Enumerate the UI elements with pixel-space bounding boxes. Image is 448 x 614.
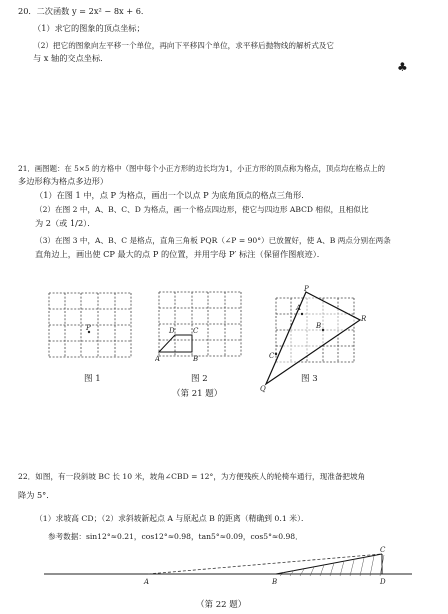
quad-abcd [159,335,192,352]
fig2-caption: 图 2 [191,374,208,384]
label-c: C [193,327,199,335]
label-b3: B [316,322,322,330]
label-a22: A [144,578,150,586]
q22-ref: 参考数据：sin12°≈0.21，cos12°≈0.98，tan5°≈0.09，cos5°≈0.98． [48,532,303,541]
label-r: R [361,315,367,323]
q21-part3a: （3）在图 3 中，A、B、C 是格点，直角三角板 PQR（∠P = 90°）已放置好，使 A、B 两点分别在两条 [35,236,391,245]
label-q: Q [260,385,266,393]
old-slope-bc [276,554,382,574]
q22-caption: （第 22 题） [196,600,247,610]
q21-part3b: 直角边上，画出使 CP 最大的点 P 的位置，并用字母 P′ 标注（保留作图痕迹）． [35,249,325,259]
q22-stem-a: 22．如图，有一段斜坡 BC 长 10 米，坡角∠CBD = 12°，为方便残疾人的轮椅车通行，现准备把坡角 [18,472,366,481]
point-a [301,313,303,315]
label-b22: B [272,578,278,586]
q21-part2a: （2）在图 2 中，A、B、C、D 为格点，画一个格点四边形，使它与四边形 ABCD 相似，且相似比 [35,205,369,214]
q21-stem-a: 21．画图题：在 5×5 的方格中（图中每个小正方形的边长均为1，小正方形的顶点称为格点，顶点均在格点上的 [18,164,385,173]
label-c3: C [269,352,275,360]
scribble-mark: ♣ [397,60,408,74]
label-a: A [155,355,161,363]
figure-2 [155,290,245,364]
q21-group-caption: （第 21 题） [172,389,223,399]
figure-1 [48,292,132,358]
label-d22: D [380,578,386,586]
point-c [275,353,277,355]
q22-figure [40,546,420,594]
q20-stem: 20．二次函数 y = 2x² − 8x + 6． [18,6,150,16]
point-b [322,329,324,331]
slope-hatching [280,555,384,576]
label-p: P [86,324,91,332]
q20-part2a: （2）把它的图象向左平移一个单位，再向下平移四个单位，求平移后抛物线的解析式及它 [33,41,334,50]
q21-part2b: 为 2（或 1/2）． [35,218,96,228]
q21-stem-b: 多边形称为格点多边形） [18,176,109,186]
label-a3: A [296,304,302,312]
fig1-caption: 图 1 [84,374,101,384]
new-slope-ad [148,554,382,574]
label-d: D [169,327,175,335]
q20-part1: （1）求它的图象的顶点坐标； [33,23,145,33]
label-c22: C [380,546,386,554]
label-p3: P [304,285,309,293]
fig3-caption: 图 3 [301,374,318,384]
label-b: B [193,355,199,363]
triangle-pqr [266,292,360,384]
q22-stem-b: 降为 5°． [18,490,55,500]
q22-part1: （1）求坡高 CD；（2）求斜坡新起点 A 与原起点 B 的距离（精确到 0.1 米）． [35,514,309,523]
q21-part1: （1）在图 1 中，点 P 为格点，画出一个以点 P 为底角顶点的格点三角形． [35,190,310,200]
q20-part2b: 与 x 轴的交点坐标． [33,53,109,63]
